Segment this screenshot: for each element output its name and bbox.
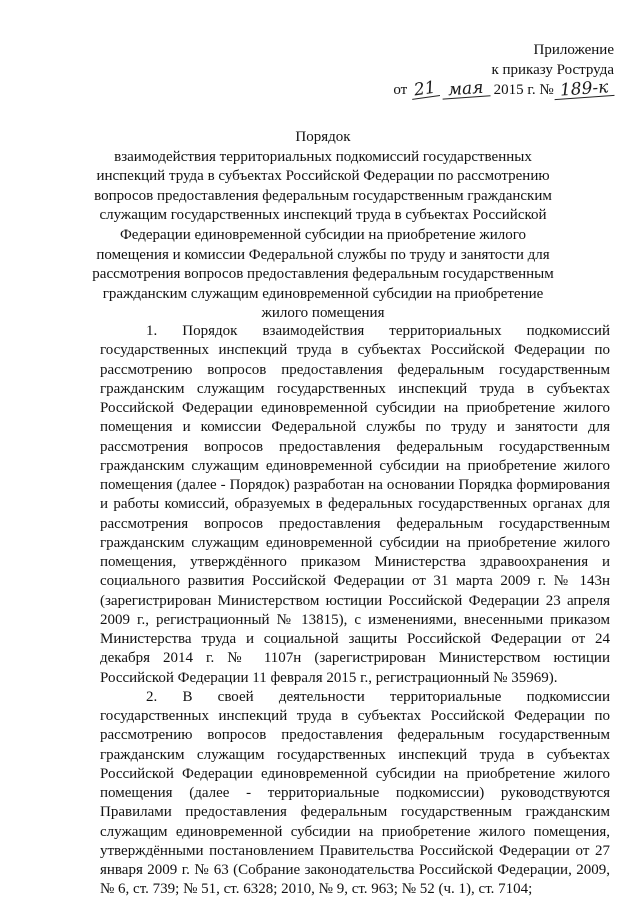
document-title: Порядок: [295, 129, 351, 145]
appendix-label: Приложение: [533, 42, 614, 58]
order-date-line: [334, 77, 614, 101]
paragraph-1: 1. Порядок взаимодействия территориальных подкомиссий государственных инспекций труда в субъектах Российской Федерации по рассмотрению вопросов предоставления федеральным государственным гражданским служащим государственных инспекций труда в субъектах Российской Федерации единовременной субсидии на приобретение жилого помещения и комиссии Федеральной службы по труду и занятости для рассмотрения вопросов предоставления федеральным государственным гражданским служащим единовременной субсидии на приобретение жилого помещения (далее - Порядок) разработан на основании Порядка формирования и работы комиссий, образуемых в федеральных государственных органах для рассмотрения вопросов предоставления федеральным государственным гражданским служащим единовременной субсидии на приобретение жилого помещения, утверждённого приказом Министерства здравоохранения и социального развития Российской Федерации от 31 марта 2009 г. № 143н (зарегистрирован Министерством юстиции Российской Федерации 23 апреля 2009 г., регистрационный № 13815), с изменениями, внесенными приказом Министерства труда и социальной защиты Российской Федерации от 24 декабря 2014 г. № 1107н (зарегистрирован Министерством юстиции Российской Федерации 11 февраля 2015 г., регистрационный № 35969).: [100, 323, 610, 686]
paragraph-2: 2. В своей деятельности территориальные подкомиссии государственных инспекций труда в субъектах Российской Федерации по рассмотрению вопросов предоставления федеральным государственным гражданским служащим государственных инспекций труда в субъектах Российской Федерации единовременной субсидии на приобретение жилого помещения (далее - территориальные подкомиссии) руководствуются Правилами предоставления федеральным государственным гражданским служащим единовременной субсидии на приобретение жилого помещения, утверждёнными постановлением Правительства Российской Федерации от 27 января 2009 г. № 63 (Собрание законодательства Российской Федерации, 2009, № 6, ст. 739; № 51, ст. 6328; 2010, № 9, ст. 963; № 52 (ч. 1), ст. 7104;: [100, 688, 610, 898]
document-subtitle: взаимодействия территориальных подкомиссий государственных инспекций труда в субъектах Российской Федерации по рассмотрению вопросов предоставления федеральным государственным гражданским служащим государственных инспекций труда в субъектах Российской Федерации единовременной субсидии на приобретение жилого помещения и комиссии Федеральной службы по труду и занятости для рассмотрения вопросов предоставления федеральным государственным гражданским служащим единовременной субсидии на приобретение жилого помещения: [92, 148, 554, 322]
handwritten-order-number: 189-к: [553, 79, 614, 100]
handwritten-month: мая: [442, 79, 491, 99]
document-title-block: [88, 128, 558, 324]
year-text: 2015 г. №: [493, 82, 554, 98]
order-reference: к приказу Роструда: [491, 62, 614, 78]
document-body: [100, 322, 610, 900]
appendix-header: [334, 40, 614, 100]
handwritten-day: 21: [410, 79, 440, 100]
date-prefix: от: [393, 82, 408, 98]
